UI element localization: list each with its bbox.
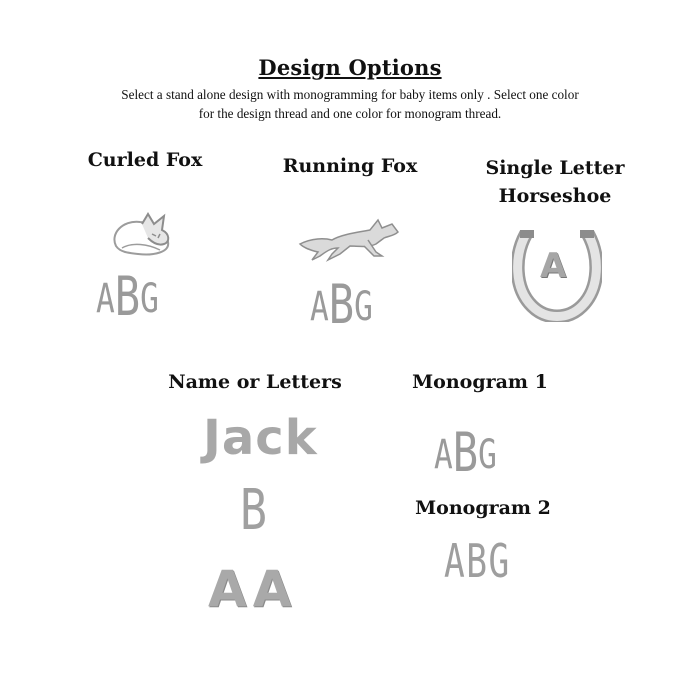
single-letter-sample: B: [240, 478, 267, 543]
horseshoe-title: [470, 154, 640, 210]
monogram-letter-right: G: [140, 276, 159, 322]
intro-line-2: for the design thread and one color for monogram thread.: [198, 106, 502, 121]
running-fox-monogram: [310, 270, 373, 336]
horseshoe-title-line-2: Horseshoe: [498, 185, 612, 207]
monogram-2-title: Monogram 2: [415, 497, 551, 519]
monogram-2-sample: ABG: [444, 534, 511, 588]
monogram-letter-center: B: [452, 420, 479, 484]
page-title: Design Options: [258, 55, 442, 80]
monogram-letter-left: A: [96, 276, 115, 322]
curled-fox-monogram: [96, 262, 159, 328]
intro-text: [60, 85, 640, 123]
monogram-letter-right: G: [354, 284, 373, 330]
intro-line-1: Select a stand alone design with monogramming for baby items only . Select one color: [121, 87, 579, 102]
monogram-letter-right: G: [478, 432, 497, 478]
double-letter-sample: AA: [208, 560, 298, 618]
monogram-letter-center: B: [114, 264, 141, 328]
monogram-letter-center: B: [328, 272, 355, 336]
horseshoe-icon: [512, 226, 602, 322]
horseshoe-letter: A: [540, 246, 567, 286]
running-fox-title: Running Fox: [282, 155, 418, 177]
monogram-1-sample: [434, 418, 497, 484]
monogram-letter-left: A: [434, 432, 453, 478]
name-or-letters-title: Name or Letters: [168, 371, 342, 393]
name-sample: Jack: [203, 410, 318, 466]
curled-fox-icon: [108, 212, 180, 262]
curled-fox-title: Curled Fox: [87, 149, 203, 171]
monogram-letter-left: A: [310, 284, 329, 330]
monogram-1-title: Monogram 1: [412, 371, 548, 393]
running-fox-icon: [298, 216, 402, 268]
horseshoe-title-line-1: Single Letter: [485, 157, 625, 179]
